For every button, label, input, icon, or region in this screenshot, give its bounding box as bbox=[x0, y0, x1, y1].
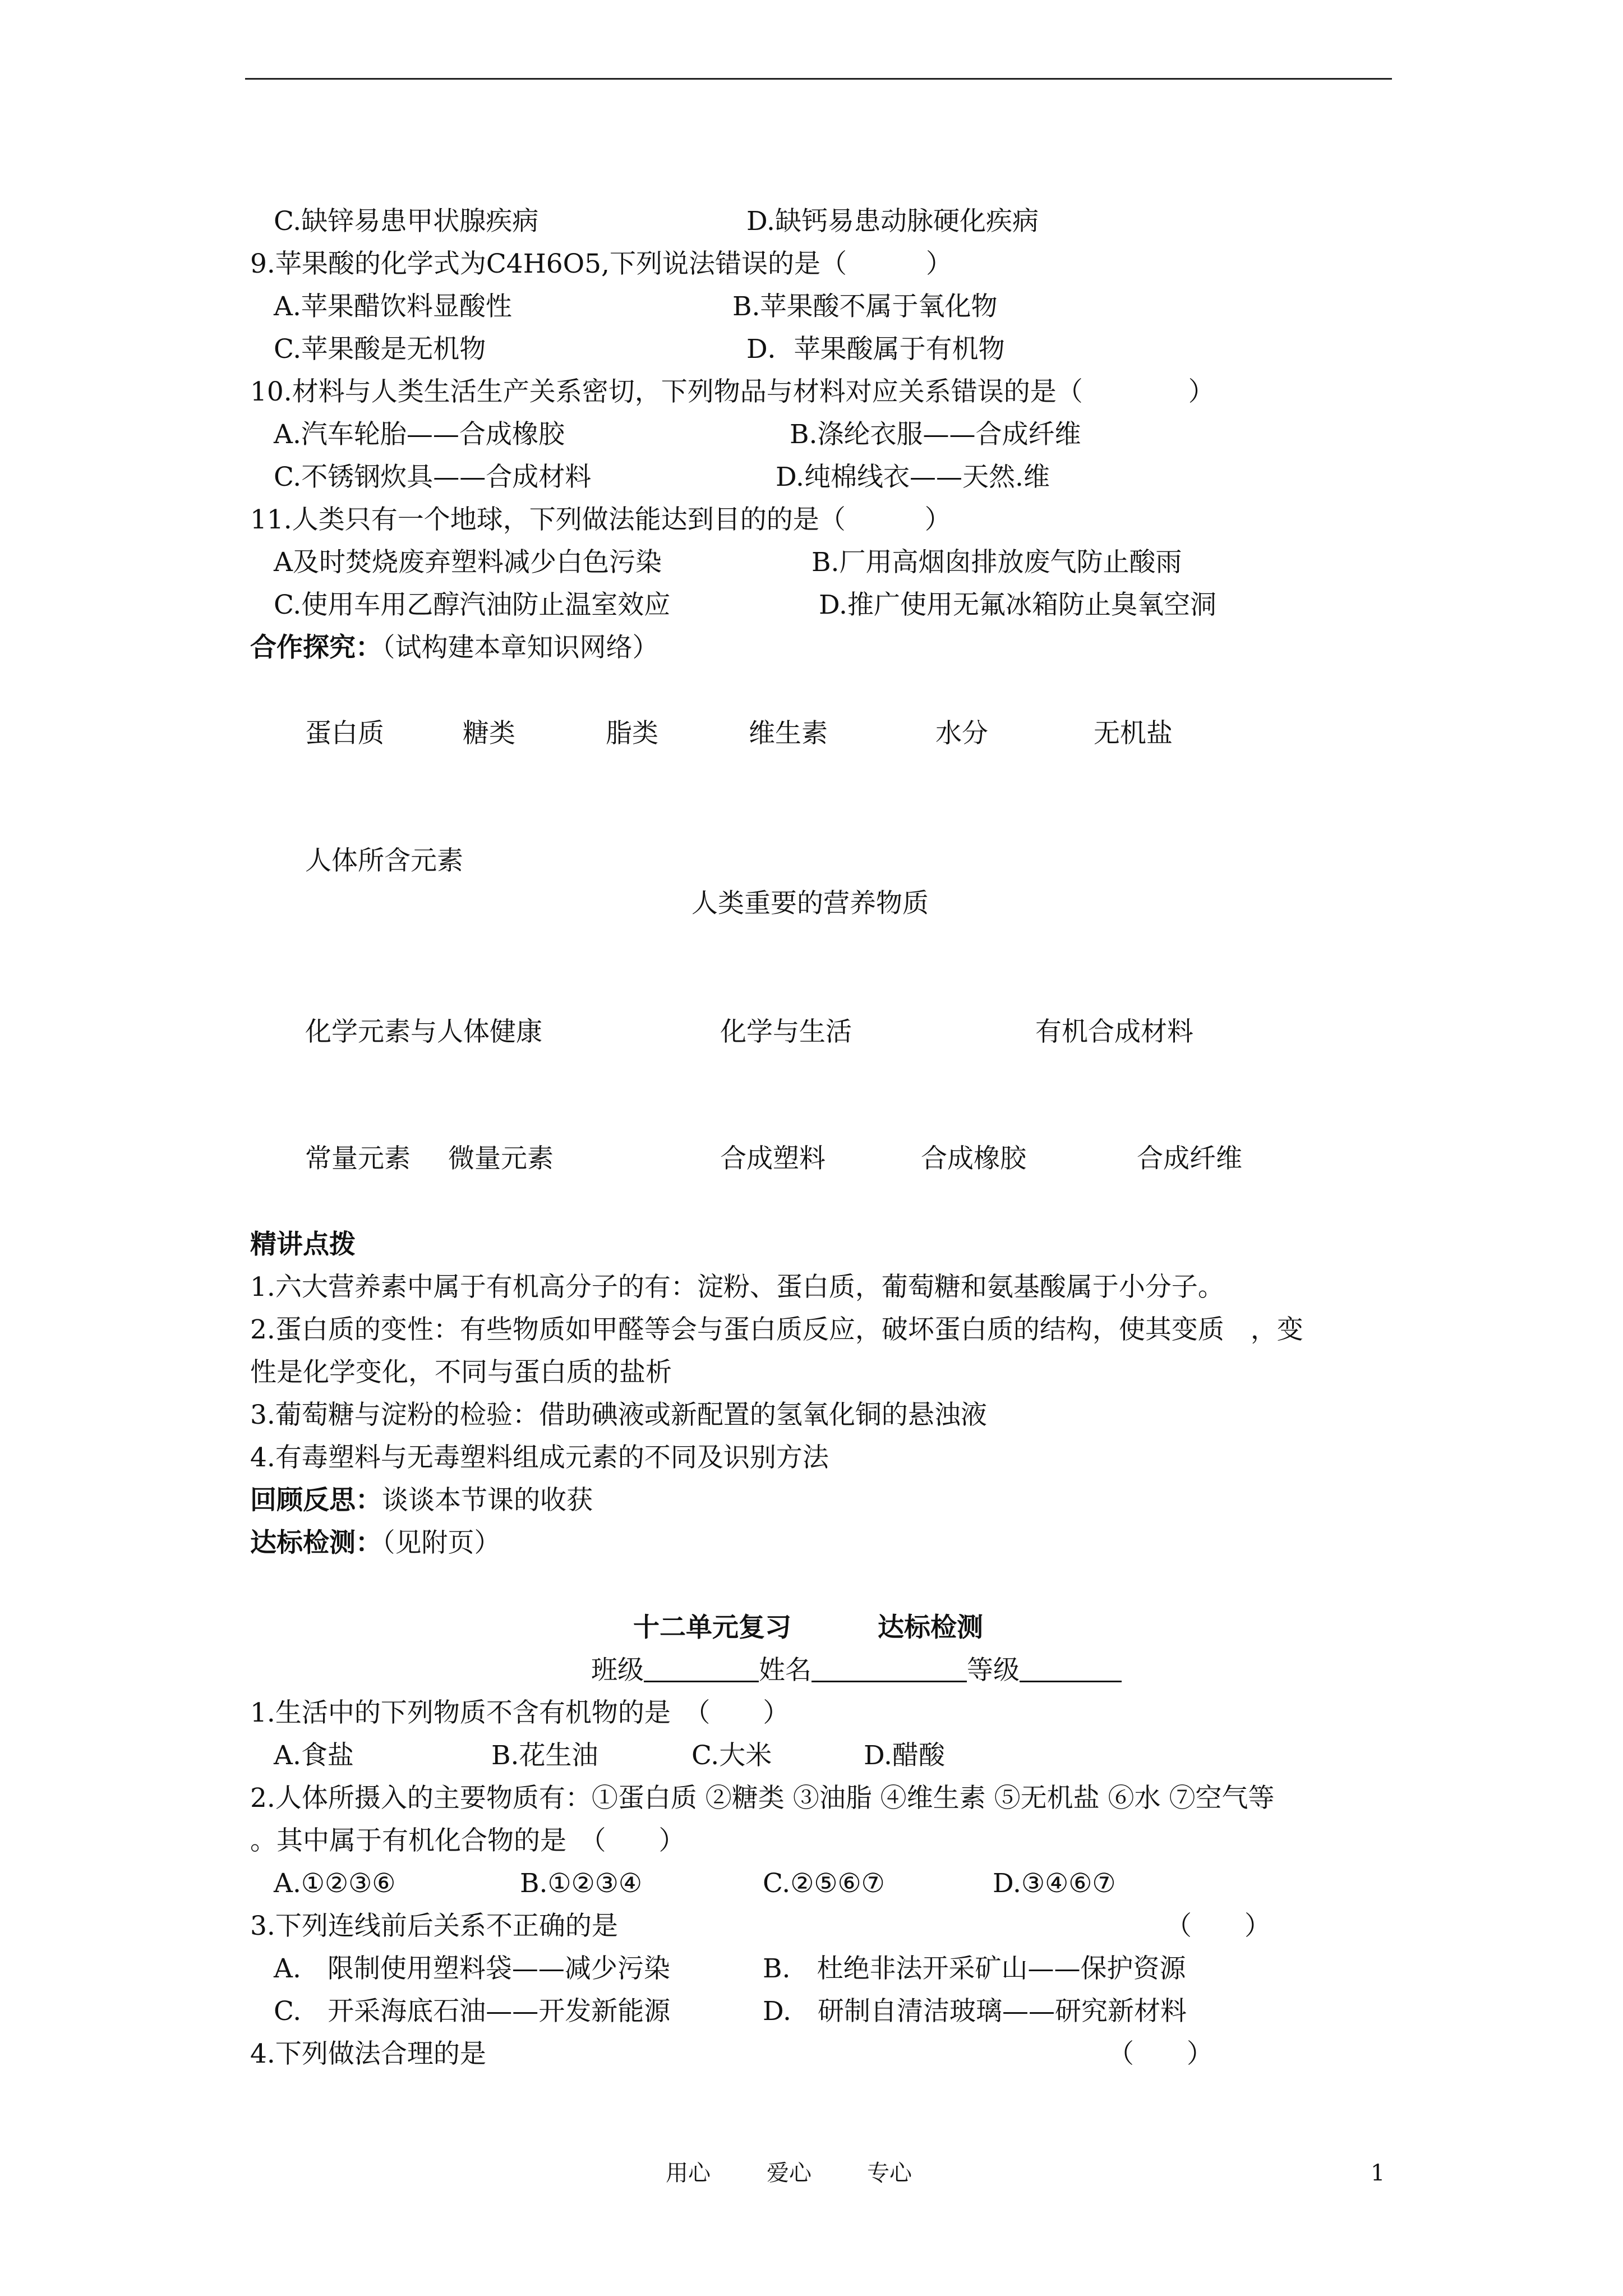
test-q2-stem-a: 2.人体所摄入的主要物质有：①蛋白质 ②糖类 ③油脂 ④维生素 ⑤无机盐 ⑥水 ⑦空气等 bbox=[250, 1783, 1275, 1814]
footer-right: 专心 bbox=[867, 2160, 912, 2186]
q10-option-a: A.汽车轮胎——合成橡胶 bbox=[274, 419, 565, 450]
network-nutrient-2: 糖类 bbox=[463, 718, 515, 749]
network-micro: 微量元素 bbox=[448, 1143, 554, 1174]
test-info-line bbox=[591, 1655, 1122, 1686]
dabiao-heading: 达标检测： bbox=[250, 1527, 382, 1558]
q11-stem: 11.人类只有一个地球，下列做法能达到目的的是（ ） bbox=[250, 504, 951, 535]
page-number: 1 bbox=[1371, 2160, 1385, 2186]
q9-option-c: C.苹果酸是无机物 bbox=[274, 334, 486, 365]
network-elements-in-body: 人体所含元素 bbox=[305, 845, 463, 876]
jingjiang-point-1: 1.六大营养素中属于有机高分子的有：淀粉、蛋白质，葡萄糖和氨基酸属于小分子。 bbox=[250, 1272, 1224, 1303]
name-blank bbox=[811, 1681, 967, 1682]
q9-option-a: A.苹果醋饮料显酸性 bbox=[274, 291, 512, 322]
q11-option-b: B.厂用高烟囱排放废气防止酸雨 bbox=[811, 547, 1182, 578]
test-q1-option-d: D.醋酸 bbox=[864, 1740, 945, 1771]
q10-stem: 10.材料与人类生活生产关系密切，下列物品与材料对应关系错误的是（ ） bbox=[250, 376, 1215, 407]
jingjiang-point-3: 3.葡萄糖与淀粉的检验：借助碘液或新配置的氢氧化铜的悬浊液 bbox=[250, 1400, 987, 1430]
network-nutrition-center: 人类重要的营养物质 bbox=[691, 888, 929, 919]
q11-option-a: A及时焚烧废弃塑料减少白色污染 bbox=[274, 547, 662, 578]
test-q2-option-d: D.③④⑥⑦ bbox=[993, 1868, 1116, 1899]
test-q3-option-c: C. 开采海底石油——开发新能源 bbox=[274, 1996, 671, 2027]
q8-option-d: D.缺钙易患动脉硬化疾病 bbox=[746, 206, 1039, 237]
network-rubber: 合成橡胶 bbox=[921, 1143, 1026, 1174]
review-heading: 回顾反思： bbox=[250, 1485, 382, 1516]
q9-stem: 9.苹果酸的化学式为C4H6O5,下列说法错误的是（ ） bbox=[250, 249, 952, 279]
class-label: 班级 bbox=[591, 1655, 644, 1686]
footer-mid: 爱心 bbox=[767, 2160, 811, 2186]
network-center: 化学与生活 bbox=[720, 1016, 852, 1047]
test-q4-stem: 4.下列做法合理的是 bbox=[250, 2039, 486, 2069]
test-q3-paren: （ ） bbox=[1165, 1911, 1271, 1941]
test-q1-option-a: A.食盐 bbox=[274, 1740, 354, 1771]
grade-blank bbox=[1020, 1681, 1122, 1682]
q9-option-b: B.苹果酸不属于氧化物 bbox=[732, 291, 998, 322]
test-q2-option-a: A.①②③⑥ bbox=[274, 1868, 396, 1899]
network-plastic: 合成塑料 bbox=[720, 1143, 826, 1174]
q10-option-c: C.不锈钢炊具——合成材料 bbox=[274, 462, 592, 493]
network-nutrient-3: 脂类 bbox=[606, 718, 658, 749]
q8-option-c: C.缺锌易患甲状腺疾病 bbox=[274, 206, 539, 237]
jingjiang-point-2b: 性是化学变化，不同与蛋白质的盐析 bbox=[250, 1357, 672, 1388]
network-branch-materials: 有机合成材料 bbox=[1035, 1016, 1193, 1047]
test-q1-stem: 1.生活中的下列物质不含有机物的是 （ ） bbox=[250, 1697, 790, 1728]
dabiao-text: （见附页） bbox=[382, 1527, 501, 1558]
test-q3-option-a: A. 限制使用塑料袋——减少污染 bbox=[274, 1953, 670, 1984]
test-q4-paren: （ ） bbox=[1108, 2039, 1213, 2069]
q9-option-d: D．苹果酸属于有机物 bbox=[746, 334, 1005, 365]
jingjiang-point-2a: 2.蛋白质的变性：有些物质如甲醛等会与蛋白质反应，破坏蛋白质的结构，使其变质 ，变 bbox=[250, 1314, 1303, 1345]
q11-option-d: D.推广使用无氟冰箱防止臭氧空洞 bbox=[819, 590, 1216, 620]
network-macro: 常量元素 bbox=[305, 1143, 411, 1174]
network-nutrient-6: 无机盐 bbox=[1094, 718, 1173, 749]
network-nutrient-5: 水分 bbox=[935, 718, 988, 749]
name-label: 姓名 bbox=[759, 1655, 811, 1686]
header-rule bbox=[245, 78, 1392, 80]
test-q2-option-c: C.②⑤⑥⑦ bbox=[763, 1868, 885, 1899]
footer-left: 用心 bbox=[666, 2160, 711, 2186]
review-line bbox=[250, 1485, 593, 1516]
jingjiang-heading: 精讲点拨 bbox=[250, 1229, 356, 1260]
test-title: 十二单元复习 bbox=[633, 1612, 791, 1643]
test-q3-option-b: B. 杜绝非法开采矿山——保护资源 bbox=[763, 1953, 1186, 1984]
test-q1-option-c: C.大米 bbox=[691, 1740, 772, 1771]
explore-note: （试构建本章知识网络） bbox=[382, 632, 659, 663]
q10-option-d: D.纯棉线衣——天然.维 bbox=[776, 462, 1050, 493]
q11-option-c: C.使用车用乙醇汽油防止温室效应 bbox=[274, 590, 671, 620]
explore-heading: 合作探究： bbox=[250, 632, 382, 663]
grade-label: 等级 bbox=[967, 1655, 1020, 1686]
network-branch-health: 化学元素与人体健康 bbox=[305, 1016, 542, 1047]
network-fiber: 合成纤维 bbox=[1137, 1143, 1242, 1174]
network-nutrient-1: 蛋白质 bbox=[305, 718, 384, 749]
network-nutrient-4: 维生素 bbox=[749, 718, 828, 749]
test-q2-option-b: B.①②③④ bbox=[520, 1868, 643, 1899]
test-subtitle: 达标检测 bbox=[878, 1612, 983, 1643]
test-q3-option-d: D. 研制自清洁玻璃——研究新材料 bbox=[763, 1996, 1187, 2027]
test-q2-stem-b: 。其中属于有机化合物的是 （ ） bbox=[250, 1825, 685, 1856]
q10-option-b: B.涤纶衣服——合成纤维 bbox=[790, 419, 1081, 450]
review-text: 谈谈本节课的收获 bbox=[382, 1485, 593, 1516]
dabiao-line bbox=[250, 1527, 501, 1559]
jingjiang-point-4: 4.有毒塑料与无毒塑料组成元素的不同及识别方法 bbox=[250, 1442, 829, 1473]
test-q1-option-b: B.花生油 bbox=[491, 1740, 598, 1771]
test-q3-stem: 3.下列连线前后关系不正确的是 bbox=[250, 1911, 618, 1941]
explore-line bbox=[250, 632, 659, 664]
class-blank bbox=[644, 1681, 759, 1682]
